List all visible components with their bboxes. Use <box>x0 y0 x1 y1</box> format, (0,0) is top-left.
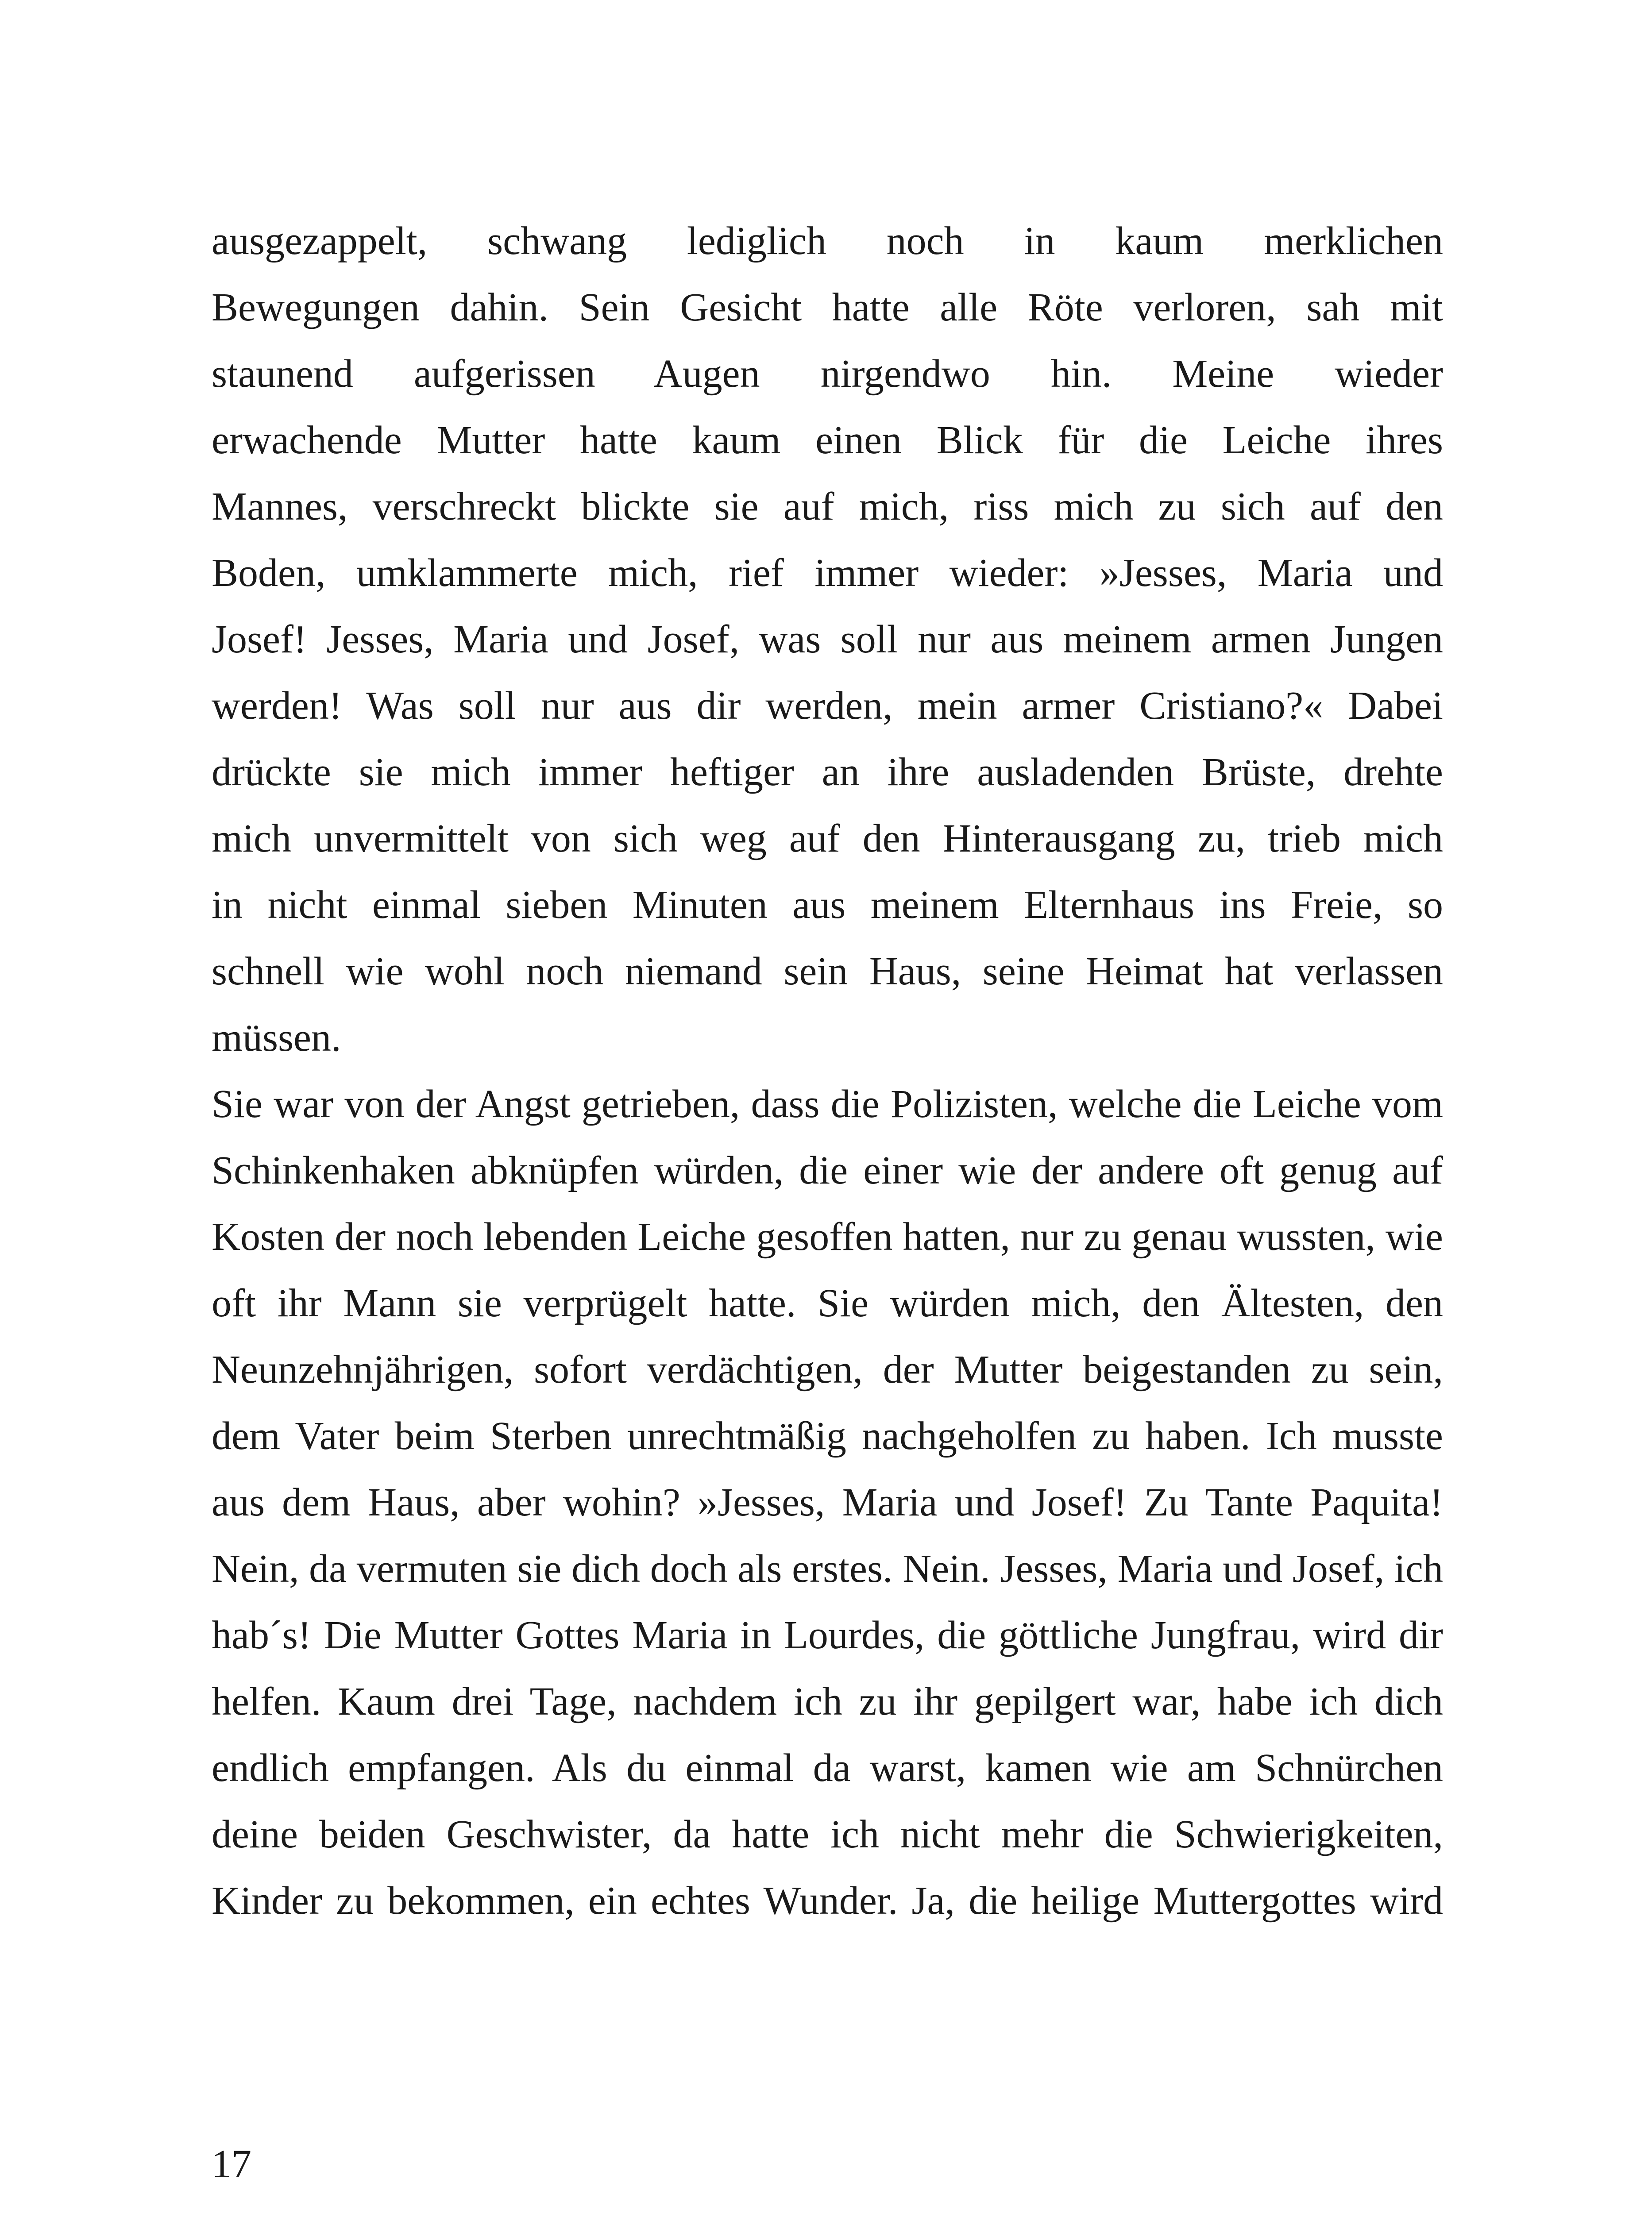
text-line: ausgezappelt, schwang lediglich noch in kaum merklichen <box>212 219 1443 263</box>
text-line: werden! Was soll nur aus dir werden, mein armer Cristiano?« Dabei <box>212 684 1443 728</box>
text-line: oft ihr Mann sie verprügelt hatte. Sie würden mich, den Ältesten, den <box>212 1281 1443 1325</box>
text-line: hab´s! Die Mutter Gottes Maria in Lourdes, die göttliche Jungfrau, wird dir <box>212 1613 1443 1657</box>
text-line: Josef! Jesses, Maria und Josef, was soll nur aus meinem armen Jungen <box>212 617 1443 661</box>
text-line: Kosten der noch lebenden Leiche gesoffen hatten, nur zu genau wussten, wie <box>212 1215 1443 1259</box>
text-line: erwachende Mutter hatte kaum einen Blick für die Leiche ihres <box>212 418 1443 462</box>
text-line: Neunzehnjährigen, sofort verdächtigen, der Mutter beigestanden zu sein, <box>212 1348 1443 1392</box>
text-line: endlich empfangen. Als du einmal da warst, kamen wie am Schnürchen <box>212 1746 1443 1790</box>
text-line: in nicht einmal sieben Minuten aus meinem Elternhaus ins Freie, so <box>212 883 1443 927</box>
text-line: aus dem Haus, aber wohin? »Jesses, Maria und Josef! Zu Tante Paquita! <box>212 1480 1443 1524</box>
text-line: Bewegungen dahin. Sein Gesicht hatte alle Röte verloren, sah mit <box>212 285 1443 329</box>
text-line: deine beiden Geschwister, da hatte ich nicht mehr die Schwierigkeiten, <box>212 1812 1443 1856</box>
page-number: 17 <box>212 2142 251 2186</box>
text-line: Sie war von der Angst getrieben, dass die Polizisten, welche die Leiche vom <box>212 1082 1443 1126</box>
text-line: Mannes, verschreckt blickte sie auf mich, riss mich zu sich auf den <box>212 485 1443 528</box>
text-line: staunend aufgerissen Augen nirgendwo hin. Meine wieder <box>212 352 1443 396</box>
text-line: mich unvermittelt von sich weg auf den Hinterausgang zu, trieb mich <box>212 817 1443 860</box>
text-line: müssen. <box>212 1016 341 1060</box>
text-line: Kinder zu bekommen, ein echtes Wunder. Ja, die heilige Muttergottes wird <box>212 1879 1443 1923</box>
body-text <box>212 208 1443 1934</box>
text-line: helfen. Kaum drei Tage, nachdem ich zu ihr gepilgert war, habe ich dich <box>212 1680 1443 1723</box>
text-line: Nein, da vermuten sie dich doch als erstes. Nein. Jesses, Maria und Josef, ich <box>212 1547 1443 1591</box>
text-line: Boden, umklammerte mich, rief immer wieder: »Jesses, Maria und <box>212 551 1443 595</box>
text-line: dem Vater beim Sterben unrechtmäßig nachgeholfen zu haben. Ich musste <box>212 1414 1443 1458</box>
text-line: Schinkenhaken abknüpfen würden, die einer wie der andere oft genug auf <box>212 1149 1443 1192</box>
text-line: schnell wie wohl noch niemand sein Haus, seine Heimat hat verlassen <box>212 949 1443 993</box>
text-line: drückte sie mich immer heftiger an ihre ausladenden Brüste, drehte <box>212 750 1443 794</box>
